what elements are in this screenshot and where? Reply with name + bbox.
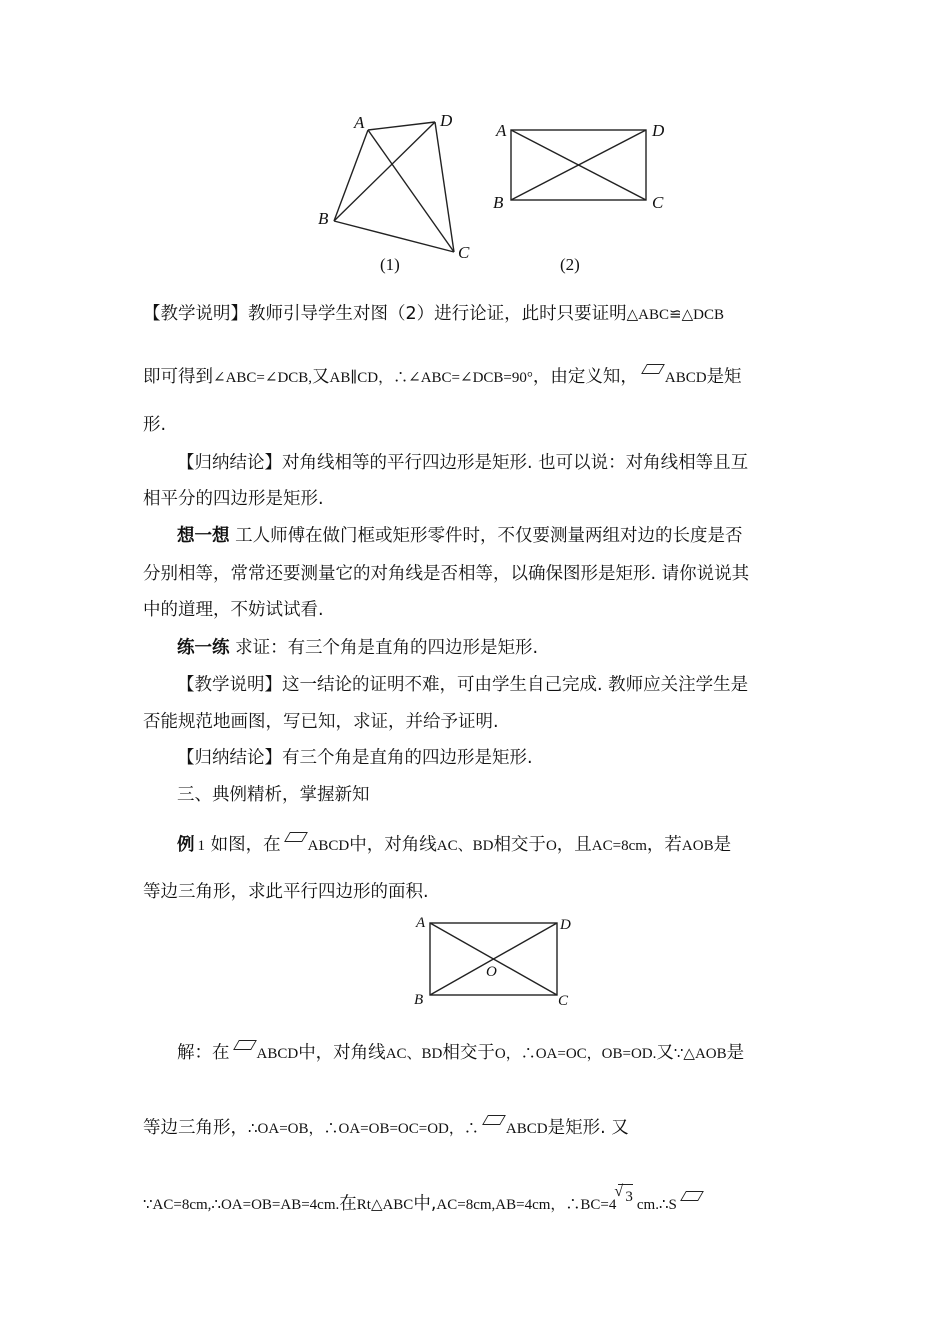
- text-span: 中，对角线: [349, 835, 437, 855]
- section-heading: [177, 783, 370, 807]
- text-line-7: [143, 562, 749, 586]
- text-span: 【教学说明】教师引导学生对图（2）进行论证，此时只要证明: [143, 304, 627, 324]
- label-o: O: [486, 964, 497, 980]
- text-span: ，且: [556, 835, 592, 855]
- math-span: AC=8cm: [591, 838, 647, 854]
- text-line-6: [177, 524, 743, 548]
- math-span: AC=8cm,AB=4cm，∴BC=4: [436, 1197, 617, 1213]
- label-d: D: [440, 111, 453, 130]
- text-span: 是矩形. 又: [547, 1118, 629, 1138]
- text-span: 又: [312, 367, 330, 387]
- label-c: C: [652, 193, 664, 212]
- figure-2-svg: [488, 116, 678, 278]
- figure-3-svg: [408, 912, 580, 1008]
- label-c: C: [558, 993, 569, 1008]
- label-b: B: [318, 209, 329, 228]
- text-line-12: [177, 746, 533, 770]
- text-line-18: [143, 1184, 704, 1217]
- math-span: ABCD: [664, 370, 707, 386]
- text-span: 分别相等，常常还要测量它的对角线是否相等，以确保图形是矩形. 请你说说其: [143, 564, 750, 584]
- text-span: ，若: [646, 835, 682, 855]
- text-span: 等边三角形，求此平行四边形的面积.: [143, 882, 429, 902]
- math-span: AOB: [681, 838, 714, 854]
- math-span: AC、BD: [436, 838, 494, 854]
- text-line-3: [143, 413, 166, 437]
- text-span: ，由定义知，: [532, 367, 638, 387]
- parallelogram-icon: [284, 832, 308, 842]
- label-a: A: [496, 121, 507, 140]
- label-c: C: [458, 243, 470, 262]
- example-label: 例: [177, 835, 195, 855]
- text-span: 如图，在: [205, 835, 281, 855]
- text-line-9: [177, 636, 538, 660]
- label-d: D: [652, 121, 665, 140]
- math-span: ABCD: [256, 1046, 299, 1062]
- math-span: ABCD: [505, 1121, 548, 1137]
- text-line-4: [177, 451, 748, 475]
- side-ad: [368, 122, 435, 130]
- parallelogram-icon: [641, 364, 665, 374]
- text-line-15: [143, 880, 429, 904]
- text-span: 相交于: [442, 1043, 495, 1063]
- math-span: 1: [197, 838, 205, 854]
- math-span: Rt△ABC: [356, 1197, 414, 1213]
- text-line-8: [143, 598, 324, 622]
- math-span: O: [545, 838, 557, 854]
- label-a: A: [416, 915, 426, 931]
- text-line-11: [143, 710, 499, 734]
- math-span: AB∥CD，∴∠ABC=∠DCB=90°: [329, 370, 533, 386]
- text-span: 等边三角形，: [143, 1118, 248, 1138]
- figure-1-svg: [310, 108, 480, 278]
- text-span: 是矩: [706, 367, 742, 387]
- math-span: cm.∴S: [636, 1197, 677, 1213]
- text-span: 是: [726, 1043, 745, 1063]
- text-span: 工人师傅在做门框或矩形零件时，不仅要测量两组对边的长度是否: [229, 526, 743, 546]
- text-span: 是: [713, 835, 732, 855]
- figure-2: [488, 116, 678, 278]
- math-span: ABCD: [307, 838, 350, 854]
- text-span: 在: [339, 1194, 357, 1214]
- math-span: O，∴OA=OC，OB=OD.: [494, 1046, 657, 1062]
- think-label: 想一想: [177, 526, 230, 546]
- label-a: A: [354, 113, 365, 132]
- text-line-1: [143, 302, 724, 327]
- math-span: ∴OA=OB，∴OA=OB=OC=OD，∴: [248, 1121, 479, 1137]
- text-span: 又: [656, 1043, 674, 1063]
- label-b: B: [493, 193, 504, 212]
- text-line-14: [177, 832, 731, 858]
- sqrt-symbol: √ 3: [618, 1184, 633, 1209]
- text-span: 【教学说明】这一结论的证明不难，可由学生自己完成. 教师应关注学生是: [177, 675, 749, 695]
- text-span: 中，对角线: [298, 1043, 386, 1063]
- text-span: 求证：有三个角是直角的四边形是矩形.: [229, 638, 539, 658]
- side-dc: [435, 122, 454, 252]
- text-line-5: [143, 487, 324, 511]
- text-line-16: [177, 1040, 744, 1066]
- text-span: 【归纳结论】对角线相等的平行四边形是矩形. 也可以说：对角线相等且互: [177, 453, 749, 473]
- figure-3: [408, 912, 580, 1008]
- parallelogram-icon: [233, 1040, 257, 1050]
- diagonal-bd: [334, 122, 435, 221]
- text-span: 相平分的四边形是矩形.: [143, 489, 324, 509]
- parallelogram-icon: [482, 1115, 506, 1125]
- text-span: 中,: [413, 1194, 437, 1214]
- text-span: 否能规范地画图，写已知，求证，并给予证明.: [143, 712, 499, 732]
- text-line-17: [143, 1115, 629, 1141]
- figure-2-caption: (2): [560, 255, 580, 274]
- math-span: ∵△AOB: [673, 1046, 727, 1062]
- practice-label: 练一练: [177, 638, 230, 658]
- text-span: 相交于: [493, 835, 546, 855]
- text-span: 即可得到: [143, 367, 213, 387]
- math-span: ∵AC=8cm,∴OA=OB=AB=4cm.: [143, 1197, 340, 1213]
- figure-1: [310, 108, 480, 278]
- figure-1-caption: (1): [380, 255, 400, 274]
- text-span: 三、典例精析，掌握新知: [177, 785, 370, 805]
- math-span: △ABC≌△DCB: [626, 307, 724, 323]
- math-span: AC、BD: [385, 1046, 443, 1062]
- text-line-2: [143, 364, 742, 390]
- text-span: 解：在: [177, 1043, 230, 1063]
- text-span: 中的道理，不妨试试看.: [143, 600, 324, 620]
- math-span: ∠ABC=∠DCB,: [213, 370, 313, 386]
- text-span: 【归纳结论】有三个角是直角的四边形是矩形.: [177, 748, 533, 768]
- side-ab: [334, 130, 368, 221]
- label-d: D: [560, 917, 571, 933]
- label-b: B: [414, 992, 424, 1008]
- parallelogram-icon: [680, 1191, 704, 1201]
- text-line-10: [177, 673, 748, 697]
- text-span: 形.: [143, 415, 167, 435]
